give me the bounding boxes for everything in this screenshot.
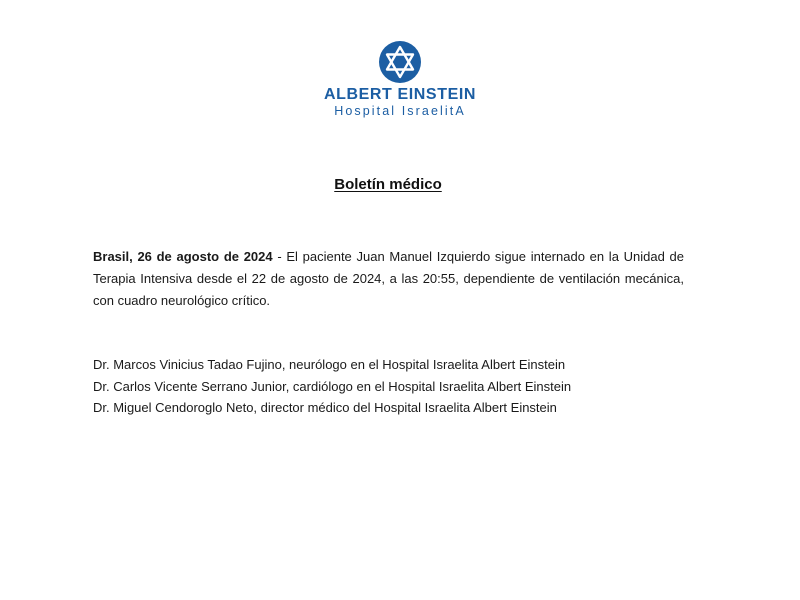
star-of-david-globe-icon	[378, 40, 422, 84]
logo-name-line2: Hospital IsraelitA	[334, 104, 466, 118]
signers-list	[93, 354, 713, 419]
signer-line: Dr. Miguel Cendoroglo Neto, director médico del Hospital Israelita Albert Einstein	[93, 400, 557, 415]
bulletin-body: - El paciente Juan Manuel Izquierdo sigue internado en la Unidad de Terapia Intensiva desde el 22 de agosto de 2024, a las 20:55, dependiente de ventilación mecánica, con cuadro neurológico crítico.	[93, 249, 684, 308]
bulletin-date-lead: Brasil, 26 de agosto de 2024	[93, 249, 273, 264]
logo-name-line1: ALBERT EINSTEIN	[323, 86, 477, 103]
signer-line: Dr. Carlos Vicente Serrano Junior, cardiólogo en el Hospital Israelita Albert Einstein	[93, 378, 572, 394]
document-title: Boletín médico	[334, 176, 442, 193]
hospital-logo	[300, 40, 500, 118]
signer-line: Dr. Marcos Vinicius Tadao Fujino, neurólogo en el Hospital Israelita Albert Einstein	[93, 357, 566, 372]
bulletin-paragraph	[93, 246, 684, 312]
